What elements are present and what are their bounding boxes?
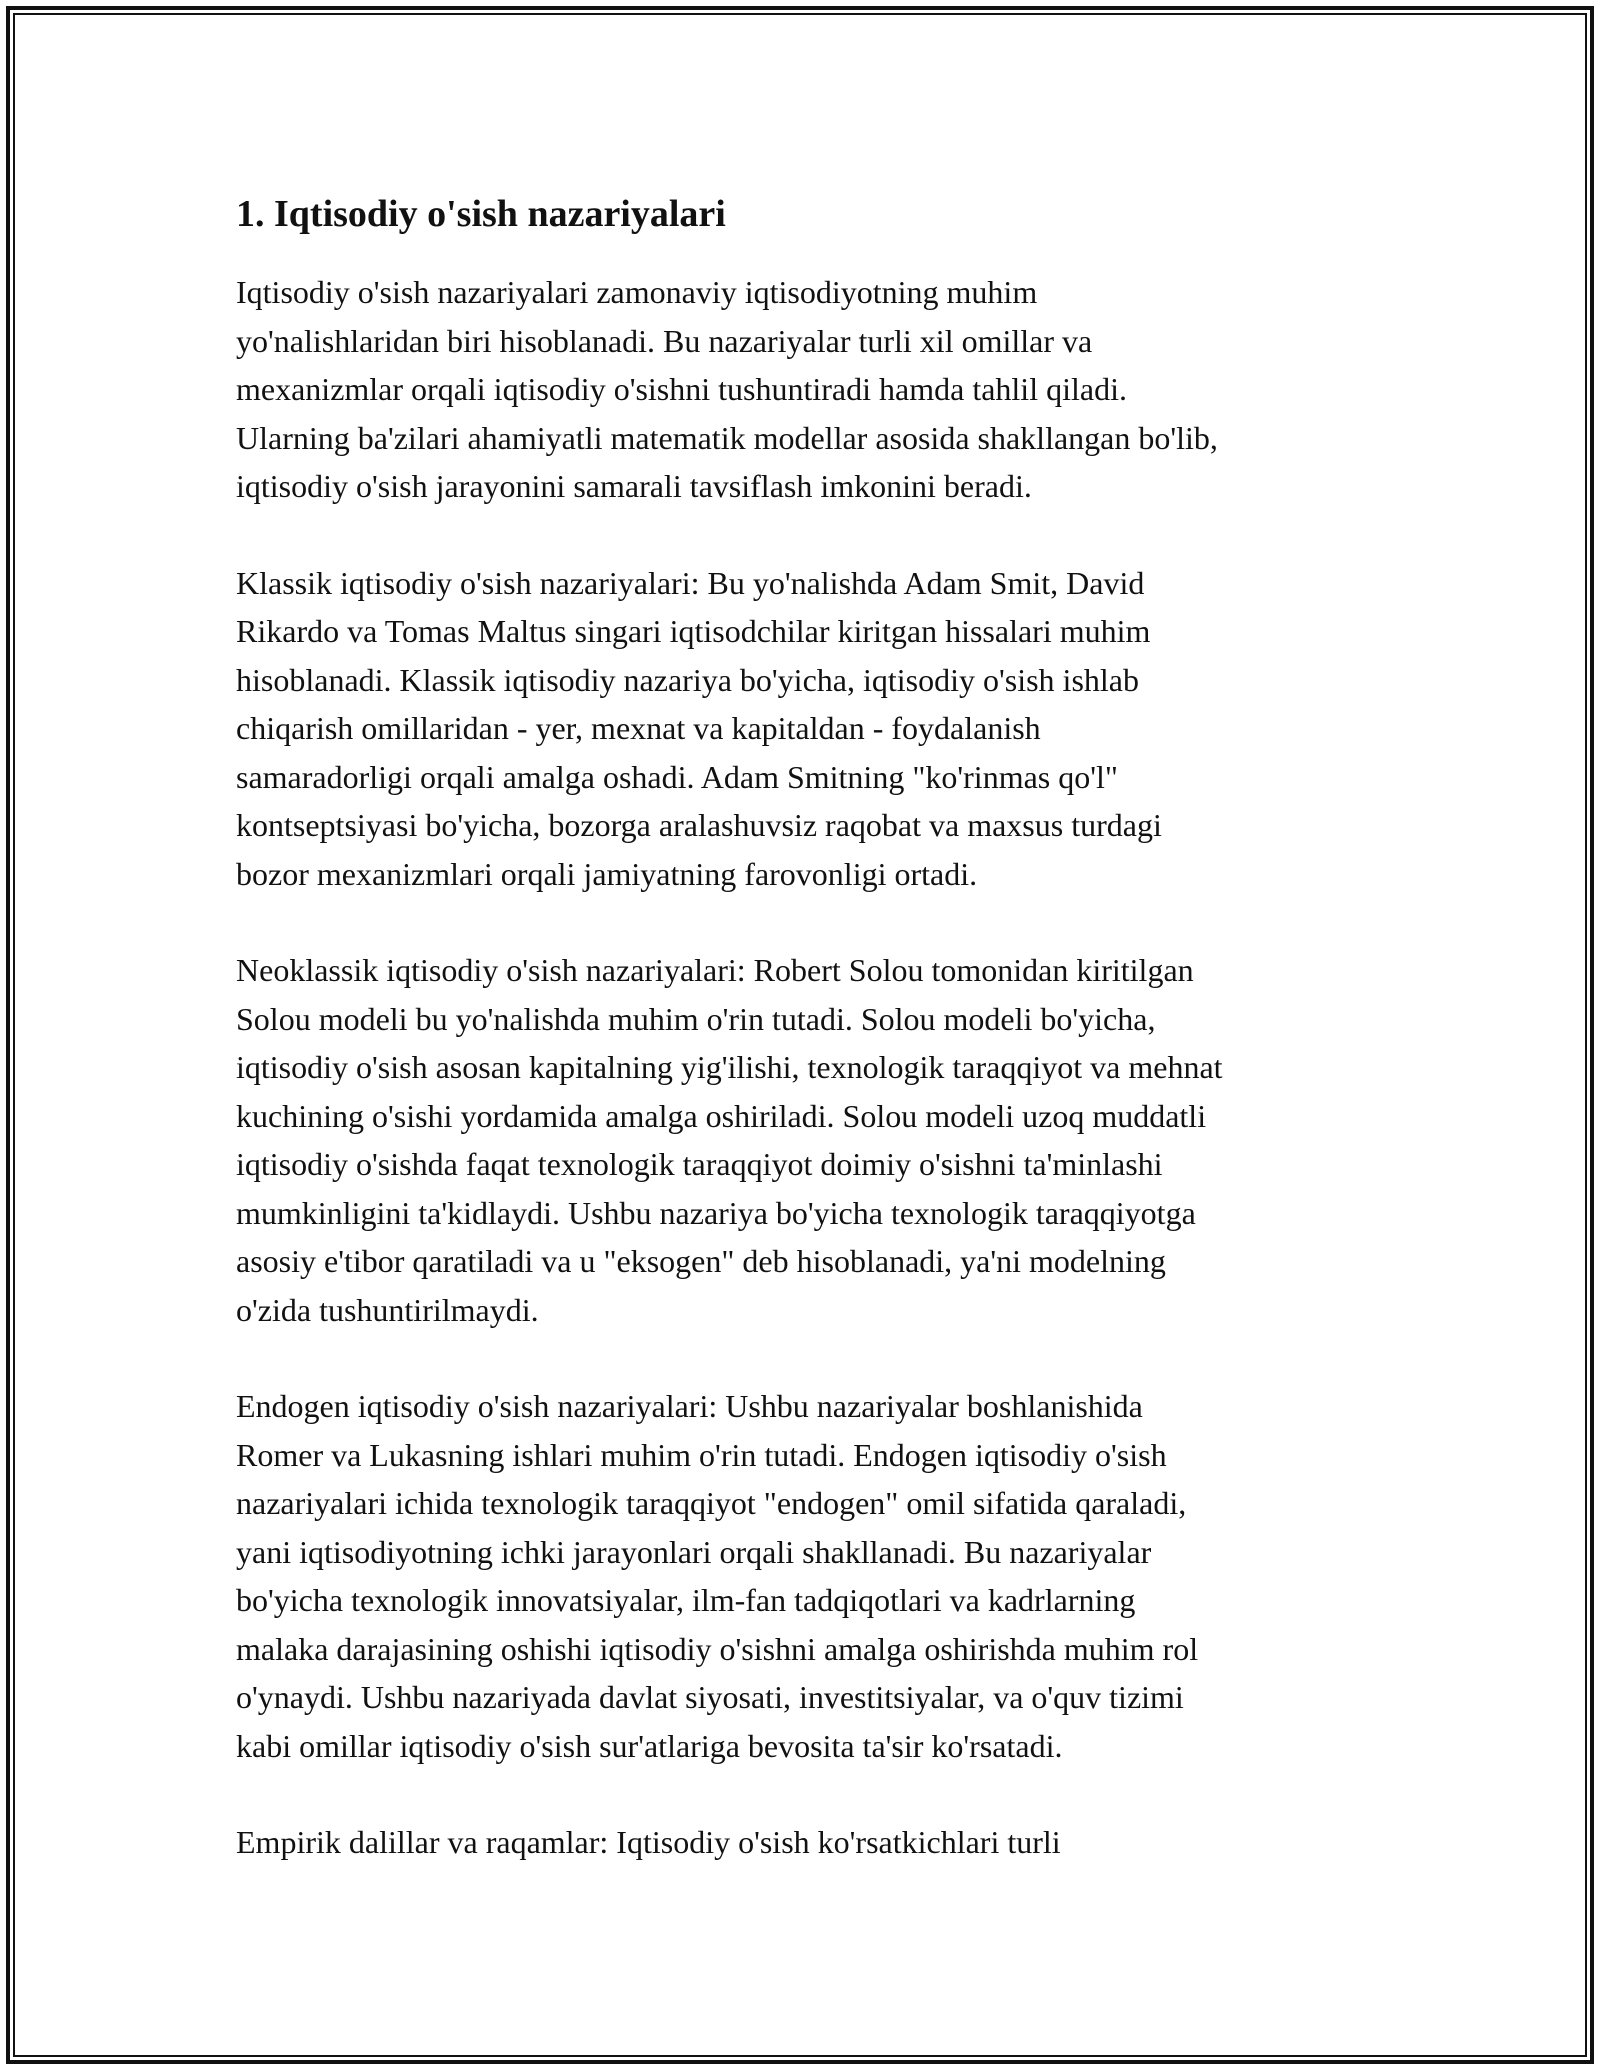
paragraph-classical-theories: Klassik iqtisodiy o'sish nazariyalari: Bu yo'nalishda Adam Smit, David Rikardo va Tomas Maltus singari iqtisodchilar kiritgan hissalari muhim hisoblanadi. Klassik iqtisodiy nazariya bo'yicha, iqtisodiy o'sish ishlab chiqarish omillaridan - yer, mexnat va kapitaldan - foydalanish samaradorligi orqali amalga oshadi. Adam Smitning "ko'rinmas qo'l" kontseptsiyasi bo'yicha, bozorga aralashuvsiz raqobat va maxsus turdagi bozor mexanizmlari orqali jamiyatning farovonligi ortadi. bbox=[236, 564, 1162, 892]
document-body bbox=[236, 186, 1386, 1915]
paragraph-endogenous-theories: Endogen iqtisodiy o'sish nazariyalari: Ushbu nazariyalar boshlanishida Romer va Lukasning ishlari muhim o'rin tutadi. Endogen iqtisodiy o'sish nazariyalari ichida texnologik taraqqiyot "endogen" omil sifatida qaraladi, yani iqtisodiyotning ichki jarayonlari orqali shakllanadi. Bu nazariyalar bo'yicha texnologik innovatsiyalar, ilm-fan tadqiqotlari va kadrlarning malaka darajasining oshishi iqtisodiy o'sishni amalga oshirishda muhim rol o'ynaydi. Ushbu nazariyada davlat siyosati, investitsiyalar, va o'quv tizimi kabi omillar iqtisodiy o'sish sur'atlariga bevosita ta'sir ko'rsatadi. bbox=[236, 1388, 1199, 1764]
paragraph-empirical-evidence: Empirik dalillar va raqamlar: Iqtisodiy o'sish ko'rsatkichlari turli bbox=[236, 1824, 1061, 1860]
paragraph-neoclassical-theories: Neoklassik iqtisodiy o'sish nazariyalari: Robert Solou tomonidan kiritilgan Solou modeli bu yo'nalishda muhim o'rin tutadi. Solou modeli bo'yicha, iqtisodiy o'sish asosan kapitalning yig'ilishi, texnologik taraqqiyot va mehnat kuchining o'sishi yordamida amalga oshiriladi. Solou modeli uzoq muddatli iqtisodiy o'sishda faqat texnologik taraqqiyot doimiy o'sishni ta'minlashi mumkinligini ta'kidlaydi. Ushbu nazariya bo'yicha texnologik taraqqiyotga asosiy e'tibor qaratiladi va u "eksogen" deb hisoblanadi, ya'ni modelning o'zida tushuntirilmaydi. bbox=[236, 952, 1223, 1328]
section-title: 1. Iqtisodiy o'sish nazariyalari bbox=[236, 193, 726, 235]
paragraph-intro: Iqtisodiy o'sish nazariyalari zamonaviy iqtisodiyotning muhim yo'nalishlaridan biri hisoblanadi. Bu nazariyalar turli xil omillar va mexanizmlar orqali iqtisodiy o'sishni tushuntiradi hamda tahlil qiladi. Ularning ba'zilari ahamiyatli matematik modellar asosida shakllangan bo'lib, iqtisodiy o'sish jarayonini samarali tavsiflash imkonini beradi. bbox=[236, 274, 1218, 504]
